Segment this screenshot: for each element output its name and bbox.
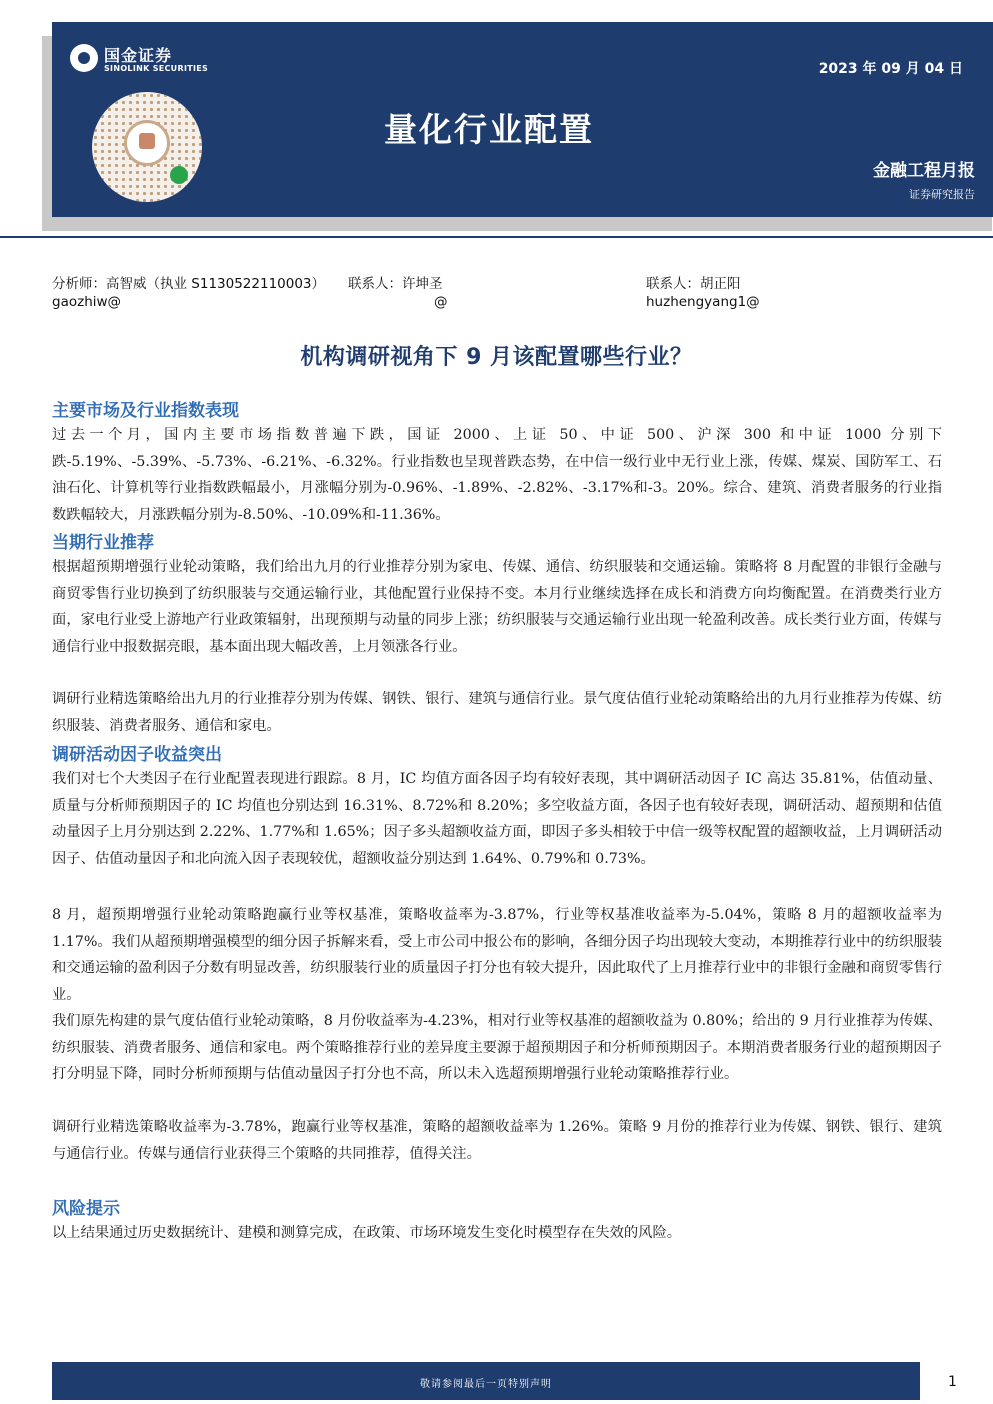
contact-tertiary: 联系人：胡正阳 [646, 276, 741, 292]
paragraph: 根据超预期增强行业轮动策略，我们给出九月的行业推荐分别为家电、传媒、通信、纺织服装和交通运输。策略将 8 月配置的非银行金融与商贸零售行业切换到了纺织服装与交通运输行业，其他配置行业保持不变。本月行业继续选择在成长和消费方向均衡配置。在消费类行业方面，家电行业受上游地产行业政策辐射，出现预期与动量的同步上涨；纺织服装与交通运输行业出现一轮盈利改善。成长类行业方面，传媒与通信行业中报数据亮眼，基本面出现大幅改善，上月领涨各行业。 [52, 559, 942, 655]
footer-notice: 敬请参阅最后一页特别声明 [420, 1379, 552, 1390]
page-number: 1 [948, 1374, 957, 1390]
paragraph: 调研行业精选策略给出九月的行业推荐分别为传媒、钢铁、银行、建筑与通信行业。景气度估值行业轮动策略给出的九月行业推荐为传媒、纺织服装、消费者服务、通信和家电。 [52, 691, 942, 734]
section-heading-market: 主要市场及行业指数表现 [52, 401, 239, 421]
section-heading-risk: 风险提示 [52, 1199, 120, 1219]
paragraph: 8 月，超预期增强行业轮动策略跑赢行业等权基准，策略收益率为-3.87%，行业等权基准收益率为-5.04%，策略 8 月的超额收益率为 1.17%。我们从超预期增强模型的细分因子拆解来看，受上市公司中报公布的影响，各细分因子均出现较大变动，本期推荐行业中的纺织服装和交通运输的盈利因子分数有明显改善，纺织服装行业的质量因子打分也有较大提升，因此取代了上月推荐行业中的非银行金融和商贸零售行业。 [52, 907, 942, 1003]
report-subtype: 证券研究报告 [909, 188, 975, 201]
qr-badge-icon [170, 166, 188, 184]
report-date: 2023 年 09 月 04 日 [818, 61, 963, 77]
contact-secondary: 联系人：许坤圣 [348, 276, 443, 292]
paragraph: 我们对七个大类因子在行业配置表现进行跟踪。8 月，IC 均值方面各因子均有较好表现，其中调研活动因子 IC 高达 35.81%，估值动量、质量与分析师预期因子的 IC 均值也分别达到 16.31%、8.72%和 8.20%；多空收益方面，各因子也有较好表现，调研活动、超预期和估值动量因子上月分别达到 2.22%、1.77%和 1.65%；因子多头超额收益方面，即因子多头相较于中信一级等权配置的超额收益，上月调研活动因子、估值动量因子和北向流入因子表现较优，超额收益分别达到 1.64%、0.79%和 0.73%。 [52, 771, 942, 867]
analyst-primary: 分析师：高智威（执业 S1130522110003） [52, 276, 326, 292]
header-divider [0, 236, 993, 238]
logo-name-en: SINOLINK SECURITIES [104, 64, 209, 73]
sinolink-logo-icon [70, 44, 98, 72]
section-heading-factor: 调研活动因子收益突出 [52, 745, 222, 765]
contact-secondary-email[interactable]: @ [434, 294, 448, 310]
report-type: 金融工程月报 [873, 161, 975, 181]
report-title: 量化行业配置 [384, 110, 594, 149]
section-heading-recommendation: 当期行业推荐 [52, 533, 154, 553]
document-title: 机构调研视角下 9 月该配置哪些行业？ [300, 345, 693, 370]
contact-tertiary-email[interactable]: huzhengyang1@ [646, 294, 760, 310]
paragraph: 我们原先构建的景气度估值行业轮动策略，8 月份收益率为-4.23%，相对行业等权基准的超额收益为 0.80%；给出的 9 月行业推荐为传媒、纺织服装、消费者服务、通信和家电。两个策略推荐行业的差异度主要源于超预期因子和分析师预期因子。本期消费者服务行业的超预期因子打分明显下降，同时分析师预期与估值动量因子打分也不高，所以未入选超预期增强行业轮动策略推荐行业。 [52, 1013, 942, 1082]
logo-name-cn: 国金证券 [104, 46, 173, 65]
analyst-primary-email[interactable]: gaozhiw@ [52, 294, 122, 310]
qr-code-icon [92, 92, 202, 202]
paragraph: 以上结果通过历史数据统计、建模和测算完成，在政策、市场环境发生变化时模型存在失效的风险。 [52, 1225, 682, 1241]
qr-center-logo-icon [124, 120, 170, 166]
paragraph: 过去一个月，国内主要市场指数普遍下跌，国证 2000、上证 50、中证 500、沪深 300 和中证 1000 分别下跌-5.19%、-5.39%、-5.73%、-6.21%、-6.32%。行业指数也呈现普跌态势，在中信一级行业中无行业上涨，传媒、煤炭、国防军工、石油石化、计算机等行业指数跌幅最小，月涨幅分别为-0.96%、-1.89%、-2.82%、-3.17%和-3。20%。综合、建筑、消费者服务的行业指数跌幅较大，月涨跌幅分别为-8.50%、-10.09%和-11.36%。 [52, 427, 942, 523]
paragraph: 调研行业精选策略收益率为-3.78%，跑赢行业等权基准，策略的超额收益率为 1.26%。策略 9 月份的推荐行业为传媒、钢铁、银行、建筑与通信行业。传媒与通信行业获得三个策略的共同推荐，值得关注。 [52, 1119, 942, 1162]
